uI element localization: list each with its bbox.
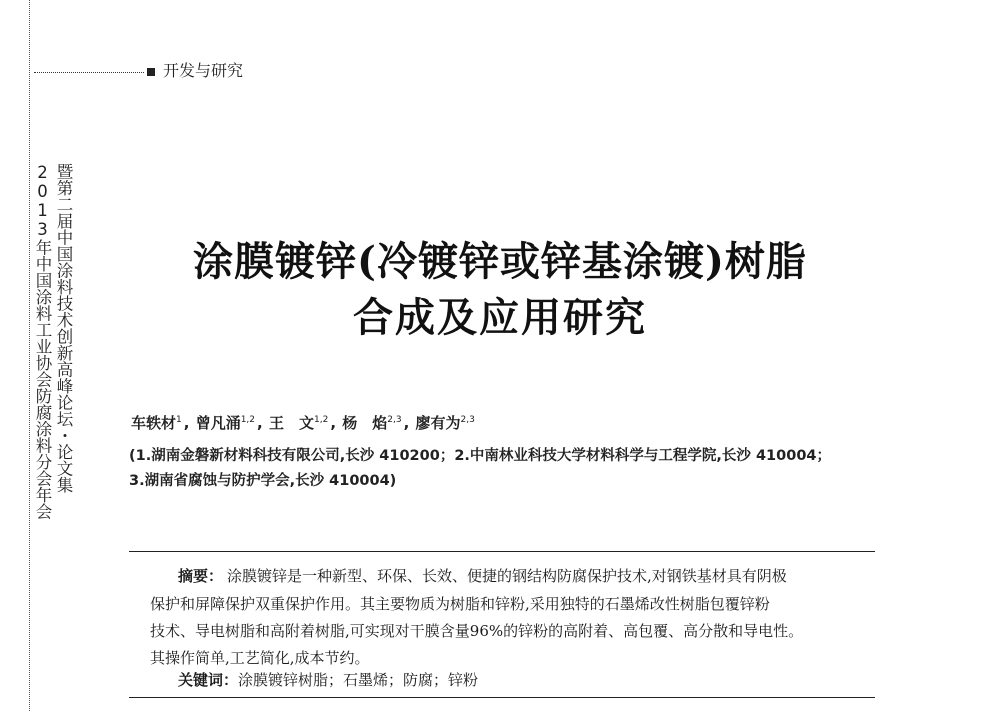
keywords (178, 669, 478, 690)
section-label: 开发与研究 (163, 61, 244, 80)
paper-title-line-2: 合成及应用研究 (353, 294, 647, 341)
sidebar-proceedings-title: 暨第二届中国涂料技术创新高峰论坛・论文集 (54, 163, 73, 493)
author: 王 文$^{1,2}$ (268, 414, 329, 432)
abstract-label: 摘要： (178, 567, 224, 585)
keywords-label: 关键词： (178, 671, 239, 689)
author: 曾凡涌$^{1,2}$ (195, 414, 256, 432)
author: 杨 焰$^{2,3}$ (342, 414, 402, 432)
keywords-text: 涂膜镀锌树脂；石墨烯；防腐；锌粉 (238, 671, 479, 689)
abstract-line-4: 其操作简单,工艺简化,成本节约。 (150, 649, 370, 667)
author: 廖有为$^{2,3}$ (415, 414, 475, 432)
abstract-line-3: 技术、导电树脂和高附着树脂,可实现对干膜含量96%的锌粉的高附着、高包覆、高分散和导电性。 (150, 622, 804, 640)
author: 车轶材$^1$ (131, 414, 182, 432)
affiliation-line-2: 3.湖南省腐蚀与防护学会,长沙 410004) (129, 473, 397, 489)
abstract-line-2: 保护和屏障保护双重保护作用。其主要物质为树脂和锌粉,采用独特的石墨烯改性树脂包覆锌粉 (150, 595, 770, 613)
sidebar-conference-title: 2013年中国涂料工业协会防腐涂料分会年会 (33, 163, 52, 520)
header-dotted-leader (34, 72, 144, 73)
header-square-bullet-icon (147, 68, 155, 76)
author-list: 车轶材$^1$ , 曾凡涌$^{1,2}$ , 王 文$^{1,2}$ , 杨 焰$^{2,3}$ , 廖有为$^{2,3}$ (131, 414, 475, 432)
abstract-line-1: 摘要： 涂膜镀锌是一种新型、环保、长效、便捷的钢结构防腐保护技术,对钢铁基材具有阴极 (178, 567, 787, 585)
affiliation-line-1: (1.湖南金磐新材料科技有限公司,长沙 410200；2.中南林业科技大学材料科学与工程学院,长沙 410004； (129, 448, 832, 464)
abstract-bottom-rule (129, 697, 875, 698)
page-margin-dotted-line (29, 0, 30, 711)
paper-title-line-1: 涂膜镀锌(冷镀锌或锌基涂镀)树脂 (193, 238, 807, 285)
abstract-top-rule (129, 551, 875, 552)
